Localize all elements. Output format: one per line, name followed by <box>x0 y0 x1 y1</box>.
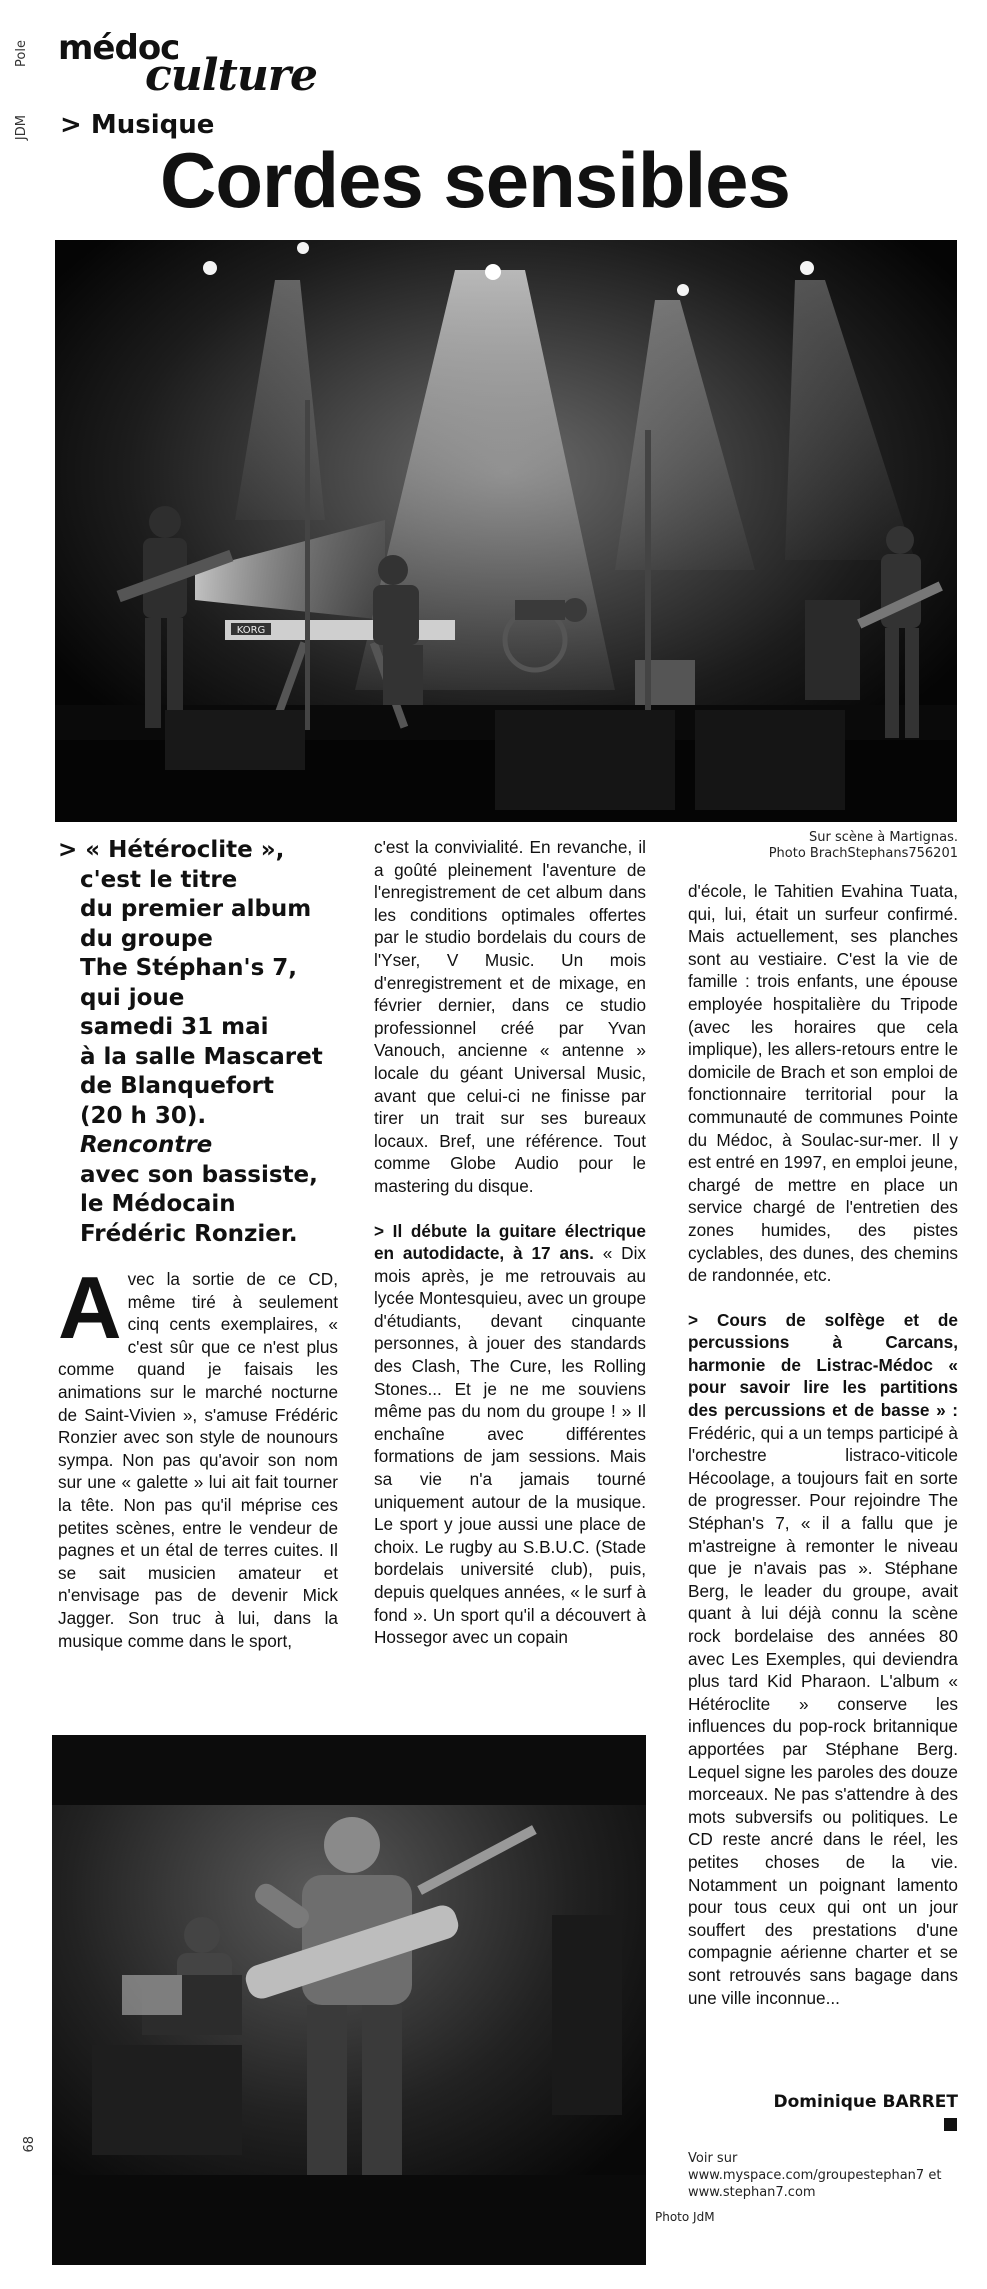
standfirst-line: Frédéric Ronzier. <box>80 1220 298 1247</box>
photo-caption <box>700 830 958 862</box>
section-kicker-culture: culture <box>145 50 317 101</box>
subhead-lead: > Il débute la guitare électrique en autodidacte, à 17 ans. <box>374 1220 646 1264</box>
standfirst-line: c'est le titre <box>80 866 238 893</box>
stage-photo-illustration <box>55 240 957 822</box>
standfirst-line: samedi 31 mai <box>80 1014 269 1040</box>
drop-cap: A <box>58 1258 122 1357</box>
end-of-article-mark <box>944 2118 957 2131</box>
caption-location: Sur scène à Martignas. <box>809 830 958 845</box>
standfirst-line: du groupe <box>80 925 213 952</box>
article-column-2 <box>374 836 646 1649</box>
standfirst <box>58 836 338 1249</box>
paragraph: « Dix mois après, je me retrouvais au lycée Montesquieu, avec un groupe d'étudiants, devant cinquante personnes, à jouer des standards des Clash, The Cure, les Rolling Stones... Et je ne me souviens même pas du nom du groupe ! » Il enchaîne avec différentes formations de jam sessions. Mais sa vie n'a jamais tourné uniquement autour de la musique. Le sport y joue aussi une place de choix. Le rugby au S.B.U.C. (Stade bordelais université club), puis, depuis quelques années, « le surf à fond ». Un sport qu'il a découvert à Hossegor avec un copain <box>374 1243 646 1648</box>
stage-photo <box>55 240 957 822</box>
paragraph: Frédéric, qui a un temps participé à l'orchestre listraco-viticole Hécoolage, a toujours fait en sorte de progresser. Pour rejoindre The Stéphan's 7, « il a fallu que je m'astreigne à remonter le niveau que je n'avais pas ». Stéphane Berg, le leader du groupe, avait quant à lui déjà connu la scène rock bordelaise des années 80 avec Les Exemples, qui deviendra plus tard Kid Pharaon. L'album « Hétéroclite » conserve les influences du pop-rock britannique apportées par Stéphane Berg. Lequel signe les paroles des douze morceaux. Ne pas s'attendre à des mots subversifs ou politiques. Le CD reste ancré dans le réel, les petites choses de la vie. Notamment un poignant lamento pour tous ceux qui ont un jour souffert des prestations d'une compagnie aérienne charter et se sont retrouvés sans bagage dans une ville inconnue... <box>688 1422 958 2008</box>
standfirst-line: The Stéphan's 7, <box>80 955 298 981</box>
caption-credit: Photo BrachStephans756201 <box>768 846 958 861</box>
paragraph: d'école, le Tahitien Evahina Tuata, qui, lui, était un surfeur confirmé. Mais actuellement, ses planches sont au vestiaire. C'est la vie de famille : trois enfants, une épouse employée hospitalière du Tripode (avec les horaires que cela implique), les allers-retours entre le domicile de Brach et son emploi de fonctionnaire territorial pour la communauté de communes Pointe du Médoc, à Soulac-sur-mer. Il y est entré en 1997, en emploi jeune, chargé de mettre en place un service chargé de l'entretien des zones humides, des pistes cyclables, des dunes, des chemins de randonnée, etc. <box>688 881 958 1286</box>
author-signature: Dominique BARRET <box>773 2092 958 2112</box>
article-column-3 <box>688 880 958 2009</box>
paragraph: vec la sortie de ce CD, même tiré à seulement cinq cents exemplaires, « c'est sûr que ce n'est plus comme quand je faisais les animations sur le marché nocturne de Saint-Vivien », s'amuse Frédéric Ronzier avec son style de nounours sympa. Non pas qu'avoir son nom sur une « galette » lui ait fait tourner la tête. Non pas qu'il méprise ces petites scènes, entre le vendeur de pagnes et un étal de terres cuites. Il se sait musicien amateur et n'envisage pas de devenir Mick Jagger. Son truc à lui, dans la musique comme dans le sport, <box>58 1269 338 1651</box>
article-column-1 <box>58 1258 338 1652</box>
section-kicker: médoc <box>58 28 180 68</box>
guitarist-photo-illustration <box>52 1735 646 2265</box>
standfirst-line: avec son bassiste, <box>80 1161 318 1188</box>
standfirst-line: le Médocain <box>80 1191 236 1217</box>
photo-credit: Photo JdM <box>655 2210 715 2224</box>
subhead-lead: > Cours de solfège et de percussions à Carcans, harmonie de Listrac-Médoc « pour savoir lire les partitions des percussions et de basse » : <box>688 1309 958 1421</box>
standfirst-line: de Blanquefort <box>80 1073 274 1099</box>
keyboard-brand: KORG <box>236 625 266 636</box>
page-number: 68 <box>22 2136 37 2153</box>
standfirst-line: Rencontre <box>80 1132 213 1158</box>
standfirst-line: (20 h 30). <box>80 1102 207 1129</box>
headline: Cordes sensibles <box>160 136 790 224</box>
standfirst-line: à la salle Mascaret <box>80 1043 323 1070</box>
margin-label: Pole <box>14 40 29 67</box>
rubric-label: > Musique <box>60 110 215 140</box>
footnote-links: Voir sur www.myspace.com/groupestephan7 et www.stephan7.com <box>688 2151 942 2200</box>
standfirst-line: qui joue <box>80 984 185 1011</box>
margin-marks <box>14 40 36 170</box>
paragraph: c'est la convivialité. En revanche, il a goûté pleinement l'aventure de l'enregistrement de cet album dans les conditions optimales offertes par le studio bordelais du cours de l'Yser, V Music. Un mois d'enregistrement et de mixage, en février dernier, dans ce studio professionnel créé par Yvan Vanouch, ancienne « antenne » locale du géant Universal Music, avant que celui-ci ne finisse par tirer un trait sur ses bureaux locaux. Bref, une référence. Tout comme Globe Audio pour le mastering du disque. <box>374 837 646 1196</box>
guitarist-photo <box>52 1735 646 2265</box>
margin-date-mark: JDM <box>14 115 29 141</box>
standfirst-line: du premier album <box>80 896 312 922</box>
standfirst-line: > « Hétéroclite », <box>58 837 285 863</box>
